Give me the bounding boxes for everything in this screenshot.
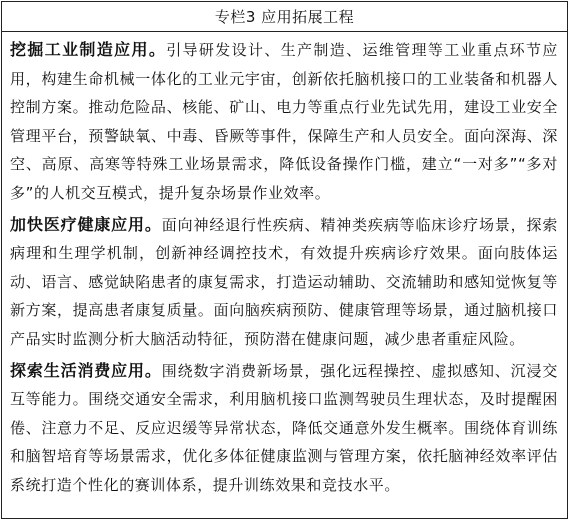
section-heading: 挖掘工业制造应用。 [10, 40, 167, 59]
section-text: 引导研发设计、生产制造、运维管理等工业重点环节应用，构建生命机械一体化的工业元宇宙，创新依托脑机接口的工业装备和机器人控制方案。推动危险品、核能、矿山、电力等重点行业先试先用，建设工业安全管理平台，预警缺氧、中毒、昏厥等事件，保障生产和人员安全。面向深海、深空、高原、高寒等特殊工业场景需求，降低设备操作门槛，建立“一对多”“多对多”的人机交互模式，提升复杂场景作业效率。 [10, 41, 558, 202]
section-industrial [10, 36, 558, 208]
section-text: 面向神经退行性疾病、精神类疾病等临床诊疗场景，探索病理和生理学机制，创新神经调控技术，有效提升疾病诊疗效果。面向肢体运动、语言、感觉缺陷患者的康复需求，打造运动辅助、交流辅助和感知觉恢复等新方案，提高患者康复质量。面向脑疾病预防、健康管理等场景，通过脑机接口产品实时监测分析大脑活动特征，预防潜在健康问题，减少患者重症风险。 [10, 215, 558, 348]
box-title: 专栏3 应用拓展工程 [2, 2, 567, 32]
section-text: 围绕数字消费新场景，强化远程操控、虚拟感知、沉浸交互等能力。围绕交通安全需求，利用脑机接口监测驾驶员生理状态，及时提醒困倦、注意力不足、反应迟缓等异常状态，降低交通意外发生概率。围绕体育训练和脑智培育等场景需求，优化多体征健康监测与管理方案，依托脑神经效率评估系统打造个性化的赛训体系，提升训练效果和竞技水平。 [10, 361, 558, 494]
section-heading: 加快医疗健康应用。 [10, 214, 162, 234]
box-body [2, 32, 567, 500]
section-consumer [10, 357, 558, 500]
section-medical [10, 211, 558, 354]
column-box [1, 1, 568, 519]
section-heading: 探索生活消费应用。 [10, 360, 162, 380]
